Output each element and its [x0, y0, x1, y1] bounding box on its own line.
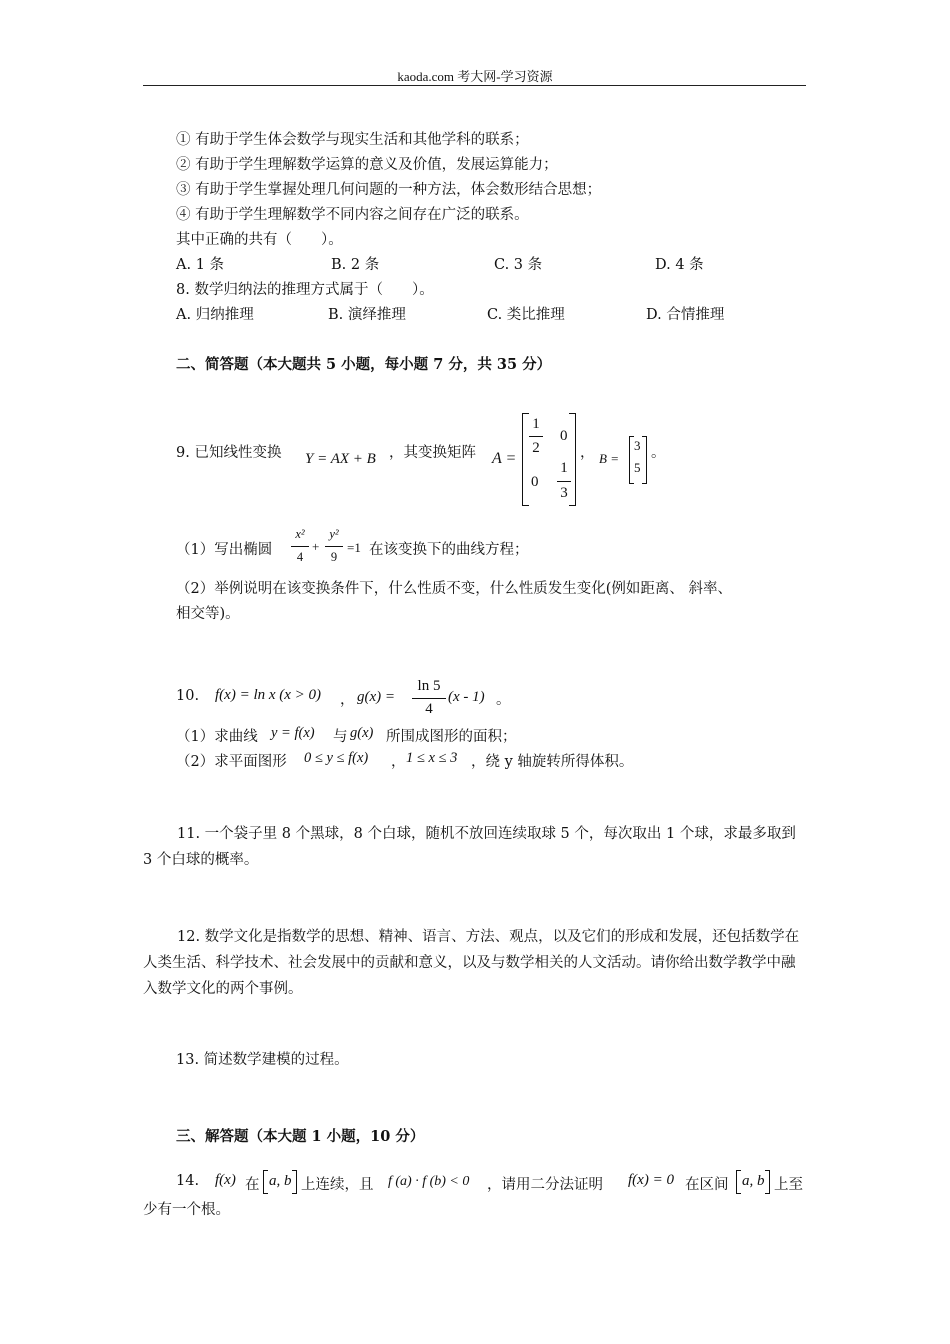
q9-mid: ，其变换矩阵 [389, 445, 476, 461]
q7-option-b: B. 2 条 [331, 257, 380, 273]
q10-g-num: ln 5 [417, 678, 441, 694]
q11-text: 11. 一个袋子里 8 个黑球，8 个白球，随机不放回连续取球 5 个，每次取出 1 个球，求最多取到 3 个白球的概率。 [143, 826, 796, 868]
q14-interval: a, b [269, 1173, 292, 1189]
q7-item-3: ③ 有助于学生掌握处理几何问题的一种方法，体会数形结合思想； [176, 182, 602, 198]
q14-interval2: a, b [742, 1173, 765, 1189]
q10-sub1-lead: （1）求曲线 [176, 729, 258, 745]
section-2-title: 二、简答题（本大题共 5 小题，每小题 7 分，共 35 分） [176, 356, 552, 373]
q10-g-lhs: g(x) = [357, 689, 396, 705]
q9-sub1-tail: 在该变换下的曲线方程； [369, 542, 529, 558]
q14-t2: 上连续，且 [301, 1177, 374, 1193]
q8-option-a: A. 归纳推理 [176, 307, 254, 323]
q10-comma: ， [340, 692, 355, 708]
q10-sub2-region: 0 ≤ y ≤ f(x) [304, 750, 369, 766]
q10-sub2-lead: （2）求平面图形 [176, 754, 287, 770]
q10-sub2-comma: ， [391, 754, 406, 770]
q10-f-def: f(x) = ln x (x > 0) [215, 687, 322, 703]
q14-interval-right [292, 1170, 297, 1194]
matrix-b-right-bracket [642, 436, 647, 484]
q9-end: 。 [651, 445, 666, 461]
q14-interval2-left [736, 1170, 741, 1194]
q14-t5: 上至 [774, 1177, 803, 1193]
ellipse-eq: =1 [347, 540, 361, 555]
q7-item-4: ④ 有助于学生理解数学不同内容之间存在广泛的联系。 [176, 207, 529, 223]
matrix-a-r2c1: 0 [531, 474, 539, 490]
matrix-b-r2: 5 [634, 460, 641, 475]
q13-text: 13. 简述数学建模的过程。 [176, 1052, 349, 1068]
ellipse-x-bar [291, 546, 309, 547]
q10-sub2-tail: ，绕 y 轴旋转所得体积。 [471, 754, 634, 770]
q14-t3: ，请用二分法证明 [487, 1177, 603, 1193]
q10-sub1-f: y = f(x) [271, 725, 315, 741]
q7-option-a: A. 1 条 [176, 257, 225, 273]
matrix-a-r2c2-num: 1 [560, 460, 568, 476]
q9-sub2-line1: （2）举例说明在该变换条件下，什么性质不变，什么性质发生变化(例如距离、 斜率、 [176, 581, 732, 597]
q10-g-rhs: (x - 1) [448, 689, 485, 705]
q14-interval2-right [765, 1170, 770, 1194]
matrix-a-r1c1-den: 2 [532, 440, 540, 456]
ellipse-plus: + [312, 539, 320, 554]
q9-sub2-line2: 相交等)。 [176, 606, 240, 622]
header-rule [143, 85, 806, 86]
q14-lead: 14. [176, 1173, 200, 1189]
q7-stem: 其中正确的共有（ ）。 [176, 232, 343, 248]
q14-eq: f(x) = 0 [628, 1172, 674, 1188]
section-3-title: 三、解答题（本大题 1 小题，10 分） [176, 1128, 425, 1145]
q14-t4: 在区间 [685, 1177, 729, 1193]
q8-option-c: C. 类比推理 [487, 307, 565, 323]
ellipse-x-den: 4 [296, 550, 304, 564]
q8-option-d: D. 合情推理 [646, 307, 725, 323]
q14-cond: f (a) · f (b) < 0 [388, 1174, 470, 1189]
matrix-a-left-bracket [522, 413, 529, 506]
q10-sub2-range: 1 ≤ x ≤ 3 [406, 750, 458, 766]
ellipse-y-num [325, 527, 343, 542]
q10-sub1-tail: 所围成图形的面积； [386, 729, 517, 745]
ellipse-y-den: 9 [330, 550, 338, 564]
q14-fx: f(x) [215, 1172, 236, 1188]
q9-formula: Y = AX + B [305, 451, 376, 467]
q12-text: 12. 数学文化是指数学的思想、精神、语言、方法、观点，以及它们的形成和发展，还包括数学在人类生活、科学技术、社会发展中的贡献和意义，以及与数学相关的人文活动。请你给出数学教学中融入数学文化的两个事例。 [143, 929, 800, 997]
q8-stem: 8. 数学归纳法的推理方式属于（ ）。 [176, 282, 434, 298]
q10-g-bar [412, 698, 446, 699]
q9-sub1-lead: （1）写出椭圆 [176, 542, 273, 558]
q7-option-c: C. 3 条 [494, 257, 543, 273]
q10-lead: 10. [176, 688, 200, 704]
matrix-a-r1c2: 0 [560, 428, 568, 444]
q9-b-label: B = [599, 451, 619, 466]
q9-lead: 9. 已知线性变换 [176, 445, 282, 461]
q9-sep: ， [580, 445, 595, 461]
q14-interval-left [263, 1170, 268, 1194]
matrix-a-r2c2-den: 3 [560, 485, 568, 501]
matrix-a-r2c2-bar [557, 481, 571, 482]
ellipse-y-sq: y² [329, 527, 339, 541]
q8-option-b: B. 演绎推理 [328, 307, 406, 323]
q7-option-d: D. 4 条 [655, 257, 704, 273]
q7-item-1: ① 有助于学生体会数学与现实生活和其他学科的联系； [176, 132, 529, 148]
ellipse-y-bar [325, 546, 343, 547]
matrix-b-r1: 3 [634, 438, 641, 453]
q7-item-2: ② 有助于学生理解数学运算的意义及价值，发展运算能力； [176, 157, 558, 173]
q9-a-label: A = [492, 450, 517, 467]
q14-t1: 在 [245, 1177, 260, 1193]
matrix-a-r1c1-num: 1 [532, 416, 540, 432]
page-header: kaoda.com 考大网-学习资源 [397, 69, 553, 84]
q10-sub1-mid: 与 [333, 729, 348, 745]
ellipse-x-num [291, 527, 309, 542]
q10-sub1-g: g(x) [350, 725, 374, 741]
q14-line2: 少有一个根。 [143, 1202, 230, 1218]
q10-g-den: 4 [425, 701, 433, 717]
q10-end: 。 [496, 692, 511, 708]
matrix-a-r1c1-bar [529, 436, 543, 437]
ellipse-x-sq: x² [295, 527, 305, 541]
